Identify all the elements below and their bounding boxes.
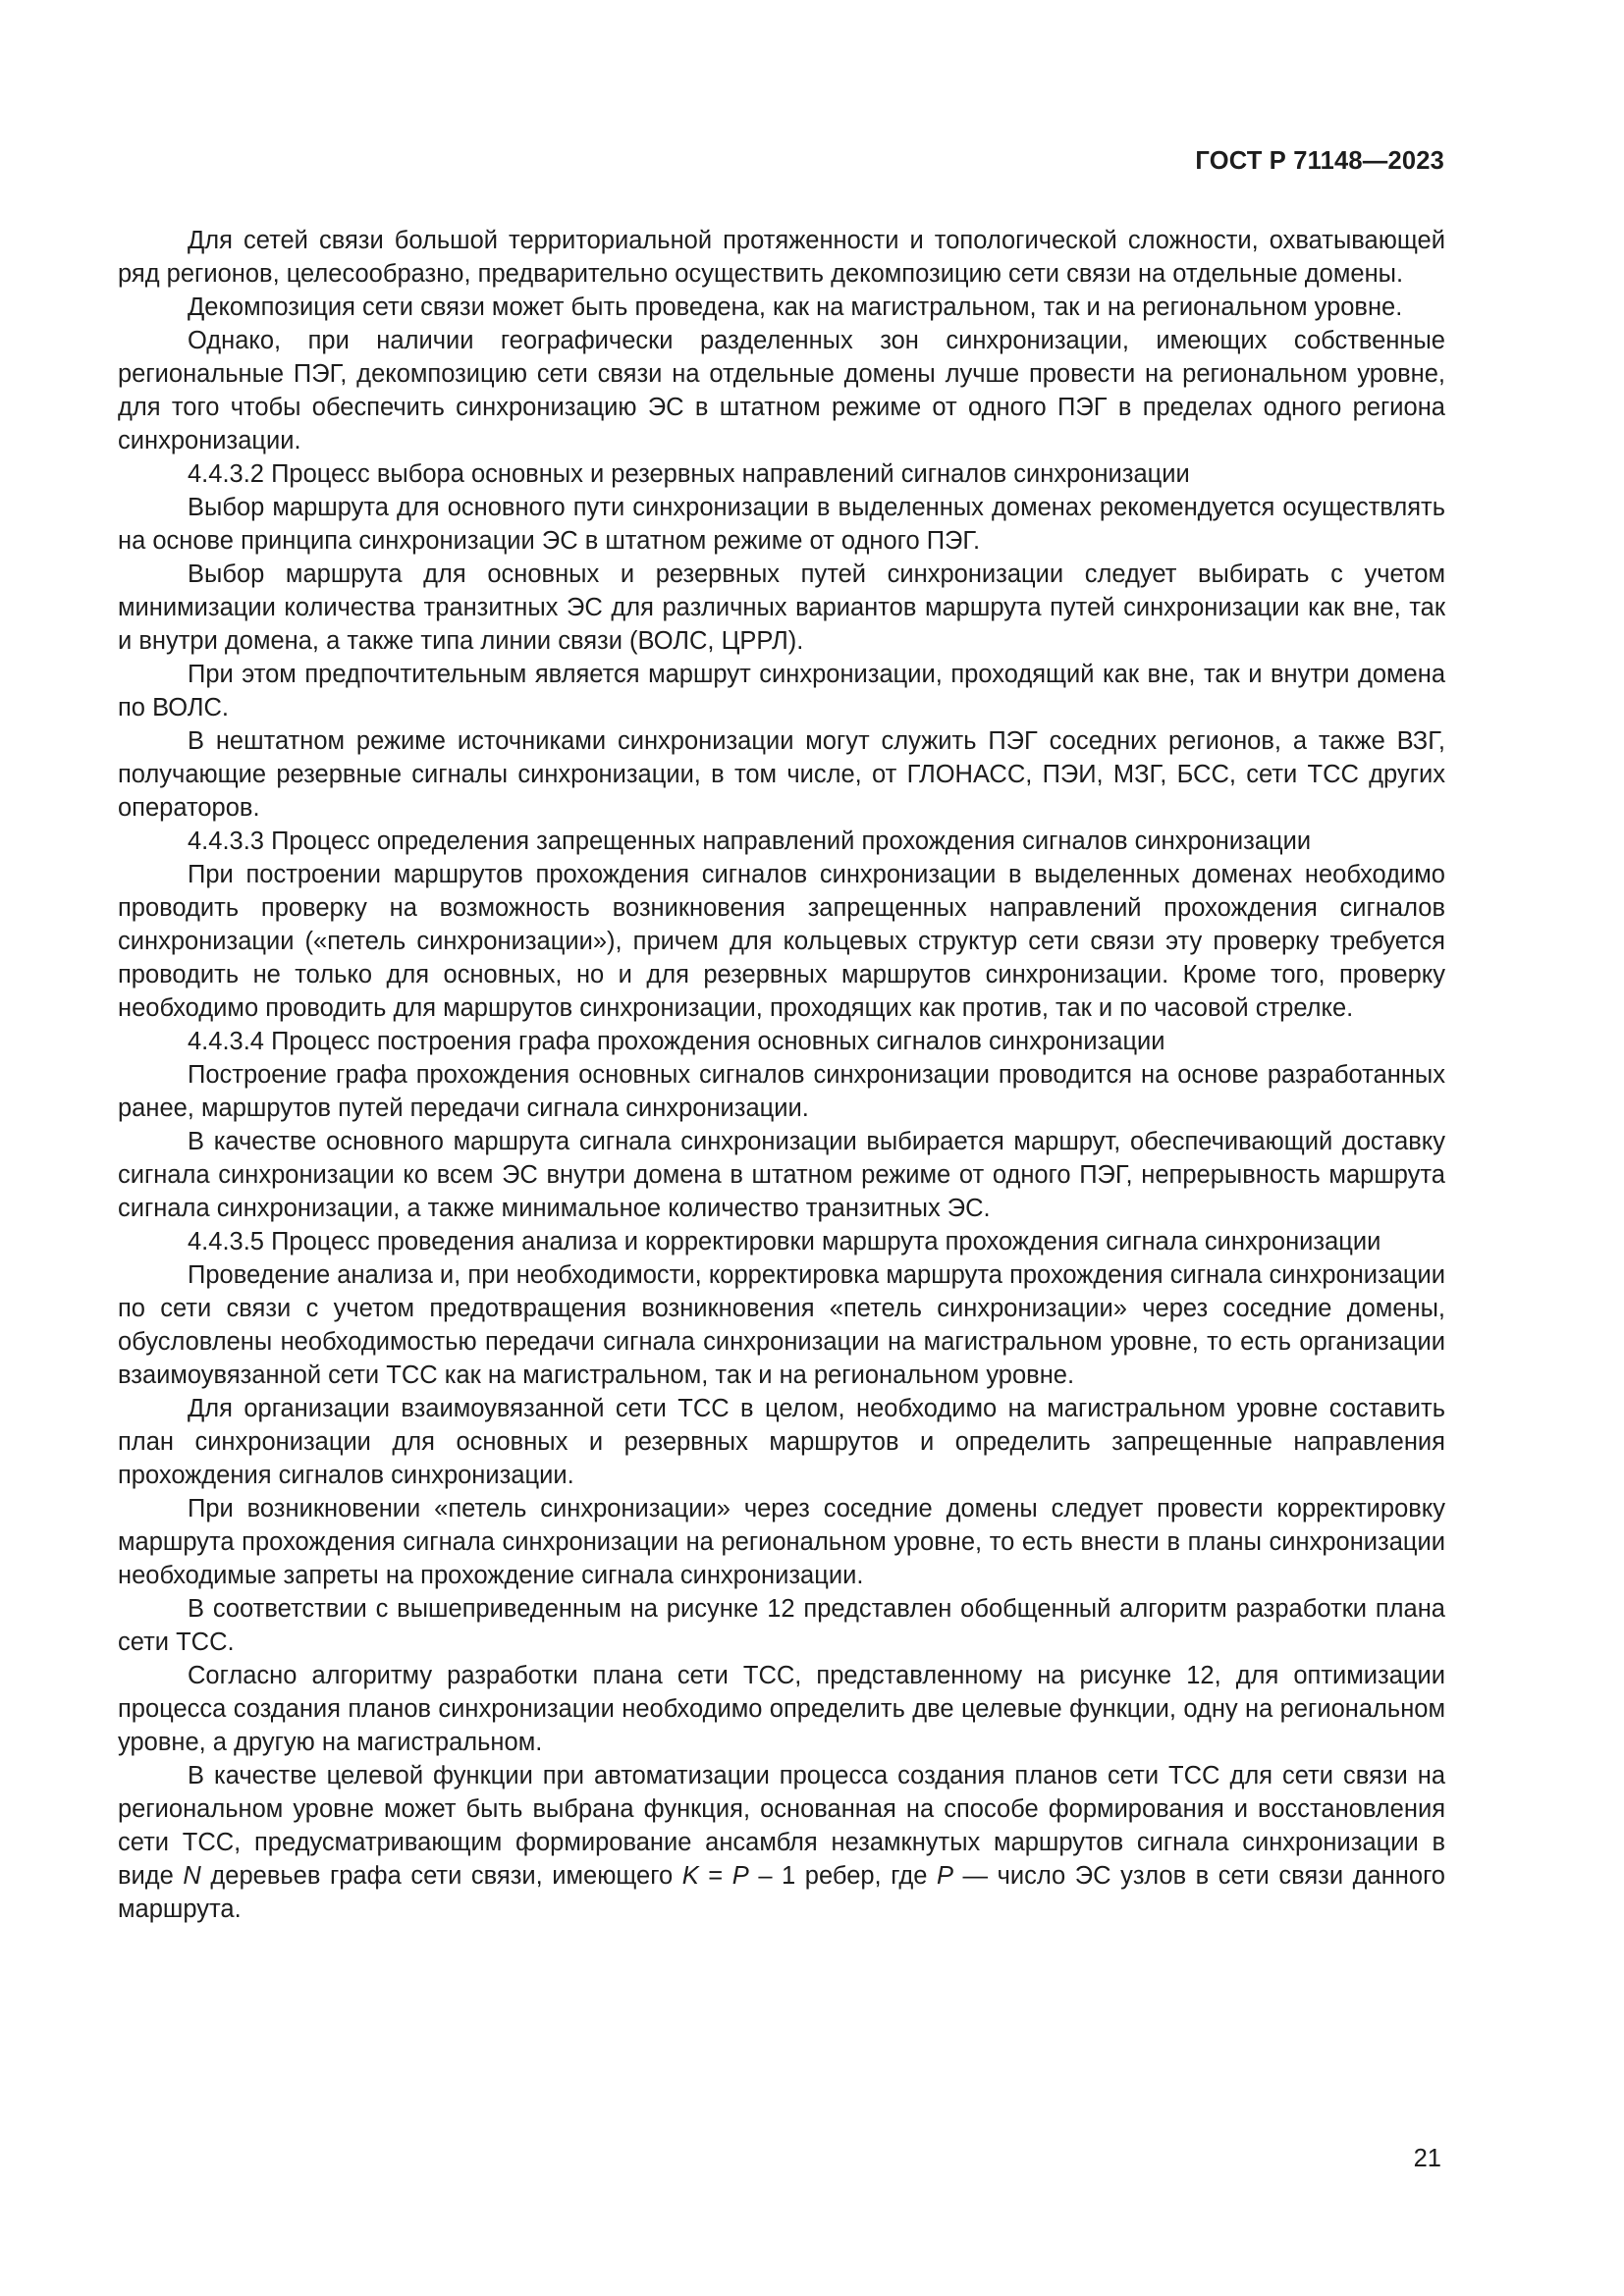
paragraph: Проведение анализа и, при необходимости, корректировка маршрута прохождения сигнала синхронизации по сети связи с учетом предотвращения возникновения «петель синхронизации» через соседние домены, обусловлены необходимостью передачи сигнала синхронизации на магистральном уровне, то есть организации взаимоувязанной сети ТСС как на магистральном, так и на региональном уровне. — [118, 1261, 1445, 1389]
paragraph: При этом предпочтительным является маршрут синхронизации, проходящий как вне, так и внутри домена по ВОЛС. — [118, 661, 1445, 721]
document-header — [1195, 147, 1444, 176]
paragraph: Согласно алгоритму разработки плана сети ТСС, представленному на рисунке 12, для оптимизации процесса создания планов синхронизации необходимо определить две целевые функции, одну на региональном уровне, а другую на магистральном. — [118, 1662, 1445, 1756]
paragraph: В соответствии с вышеприведенным на рисунке 12 представлен обобщенный алгоритм разработки плана сети ТСС. — [118, 1595, 1445, 1656]
paragraph: В качестве основного маршрута сигнала синхронизации выбирается маршрут, обеспечивающий доставку сигнала синхронизации ко всем ЭС внутри домена в штатном режиме от одного ПЭГ, непрерывность маршрута сигнала синхронизации, а также минимальное количество транзитных ЭС. — [118, 1128, 1445, 1222]
paragraph: Построение графа прохождения основных сигналов синхронизации проводится на основе разработанных ранее, маршрутов путей передачи сигнала синхронизации. — [118, 1061, 1445, 1122]
standard-number: ГОСТ Р 71148—2023 — [1195, 147, 1444, 175]
text-segment: — число ЭС узлов в сети связи данного маршрута. — [118, 1862, 1445, 1923]
text-segment: В качестве целевой функции при автоматизации процесса создания планов сети ТСС для сети связи на региональном уровне может быть выбрана функция, основанная на способе формирования и восстановления сети ТСС, предусматривающим формирование ансамбля незамкнутых маршрутов сигнала синхронизации в виде — [118, 1762, 1445, 1890]
paragraph: Декомпозиция сети связи может быть проведена, как на магистральном, так и на региональном уровне. — [188, 294, 1403, 321]
paragraph: При возникновении «петель синхронизации» через соседние домены следует провести корректировку маршрута прохождения сигнала синхронизации на региональном уровне, то есть внести в планы синхронизации необходимые запреты на прохождение сигнала синхронизации. — [118, 1495, 1445, 1589]
paragraph: Для организации взаимоувязанной сети ТСС в целом, необходимо на магистральном уровне составить план синхронизации для основных и резервных маршрутов и определить запрещенные направления прохождения сигналов синхронизации. — [118, 1395, 1445, 1489]
variable-n: N — [183, 1862, 201, 1890]
page-number: 21 — [1413, 2145, 1441, 2172]
paragraph: Выбор маршрута для основного пути синхронизации в выделенных доменах рекомендуется осуществлять на основе принципа синхронизации ЭС в штатном режиме от одного ПЭГ. — [118, 494, 1445, 555]
section-heading: 4.4.3.2 Процесс выбора основных и резервных направлений сигналов синхронизации — [188, 460, 1190, 488]
document-body — [118, 224, 1445, 1926]
paragraph: Однако, при наличии географически разделенных зон синхронизации, имеющих собственные региональные ПЭГ, декомпозицию сети связи на отдельные домены лучше провести на региональном уровне, для того чтобы обеспечить синхронизацию ЭС в штатном режиме от одного ПЭГ в пределах одного региона синхронизации. — [118, 327, 1445, 454]
text-segment: – 1 ребер, где — [748, 1862, 937, 1890]
variable-p: P — [731, 1862, 749, 1890]
paragraph: Выбор маршрута для основных и резервных путей синхронизации следует выбирать с учетом минимизации количества транзитных ЭС для различных вариантов маршрута путей синхронизации как вне, так и внутри домена, а также типа линии связи (ВОЛС, ЦРРЛ). — [118, 561, 1445, 655]
paragraph: При построении маршрутов прохождения сигналов синхронизации в выделенных доменах необходимо проводить проверку на возможность возникновения запрещенных направлений прохождения сигналов синхронизации («петель синхронизации»), причем для кольцевых структур сети связи эту проверку требуется проводить не только для основных, но и для резервных маршрутов синхронизации. Кроме того, проверку необходимо проводить для маршрутов синхронизации, проходящих как против, так и по часовой стрелке. — [118, 861, 1445, 1022]
text-segment: = — [698, 1862, 732, 1890]
section-heading: 4.4.3.5 Процесс проведения анализа и корректировки маршрута прохождения сигнала синхронизации — [188, 1228, 1381, 1255]
paragraph-with-formula — [118, 1759, 1445, 1926]
section-heading: 4.4.3.3 Процесс определения запрещенных направлений прохождения сигналов синхронизации — [188, 828, 1312, 855]
text-segment: деревьев графа сети связи, имеющего — [200, 1862, 682, 1890]
variable-k: K — [681, 1862, 699, 1890]
section-heading: 4.4.3.4 Процесс построения графа прохождения основных сигналов синхронизации — [188, 1028, 1165, 1055]
paragraph: Для сетей связи большой территориальной протяженности и топологической сложности, охватывающей ряд регионов, целесообразно, предварительно осуществить декомпозицию сети связи на отдельные домены. — [118, 227, 1445, 288]
paragraph: В нештатном режиме источниками синхронизации могут служить ПЭГ соседних регионов, а также ВЗГ, получающие резервные сигналы синхронизации, в том числе, от ГЛОНАСС, ПЭИ, МЗГ, БСС, сети ТСС других операторов. — [118, 727, 1445, 822]
variable-p: P — [936, 1862, 953, 1890]
